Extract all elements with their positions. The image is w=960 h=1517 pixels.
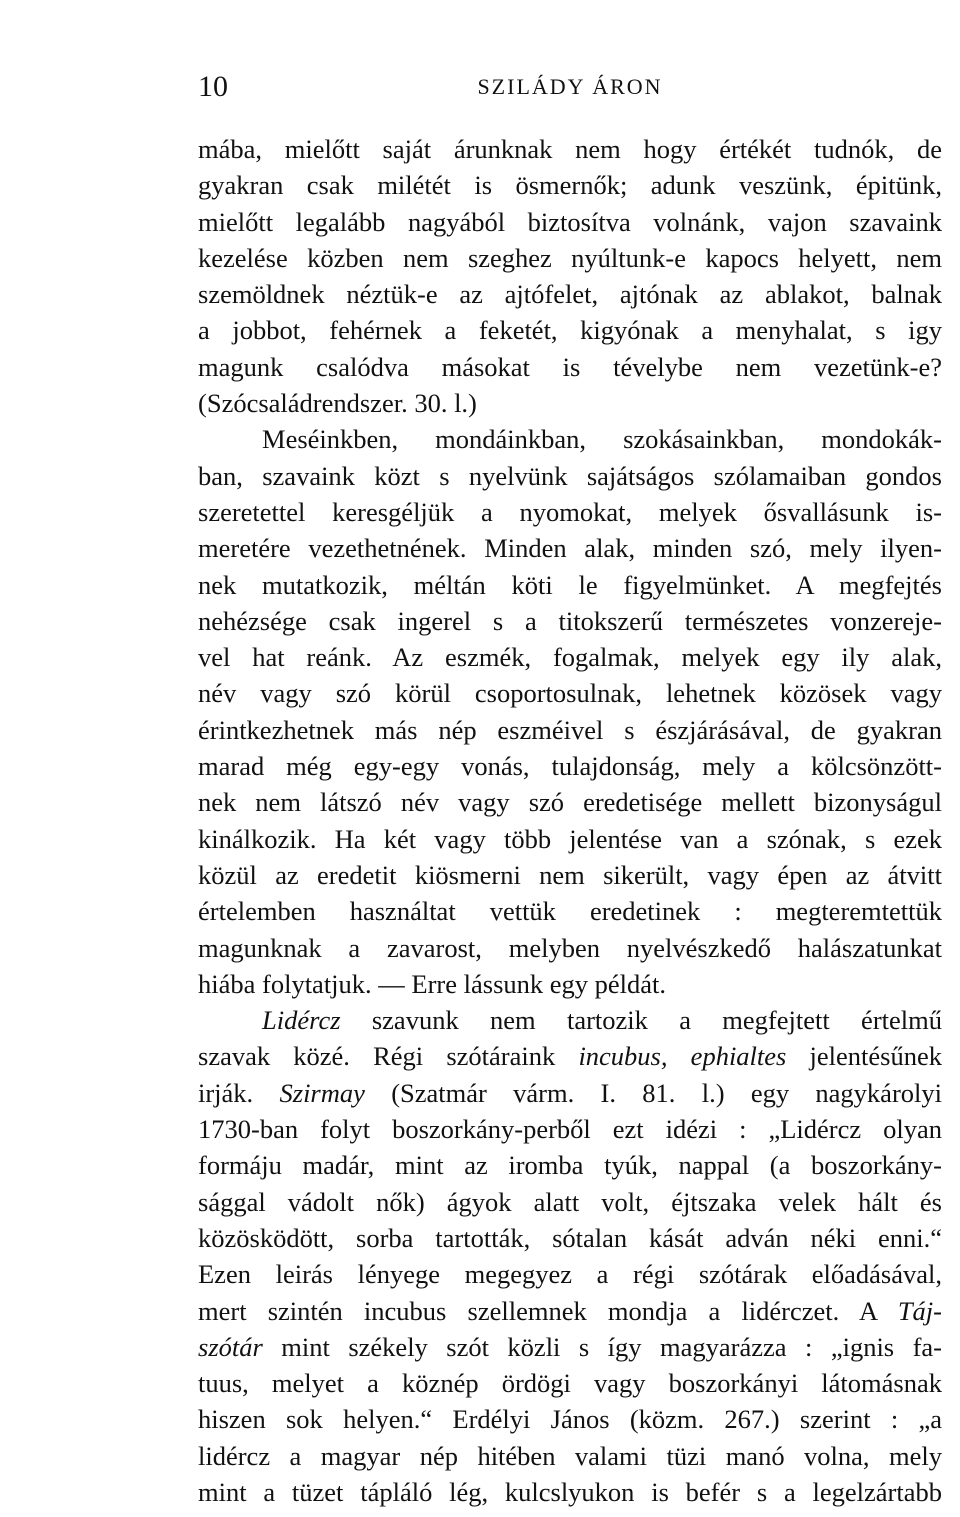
page-number: 10	[198, 70, 228, 103]
text-segment: Meséinkben, mondáinkban, szokásainkban, mondokák-	[262, 424, 942, 455]
text-segment: Ezen leirás lényege megegyez a régi szótárak előadásával,	[198, 1259, 942, 1290]
text-line	[198, 1293, 942, 1329]
text-line	[198, 567, 942, 603]
text-segment: lidércz a magyar nép hitében valami tüzi manó volna, mely	[198, 1440, 942, 1471]
text-line	[198, 1329, 942, 1365]
text-segment: kezelése közben nem szeghez nyúltunk-e kapocs helyett, nem	[198, 242, 942, 273]
text-line	[198, 1401, 942, 1437]
text-line	[198, 1365, 942, 1401]
text-segment: formáju madár, mint az iromba tyúk, nappal (a boszorkány-	[198, 1150, 942, 1181]
text-segment: szeretettel keresgéljük a nyomokat, melyek ősvallásunk is-	[198, 496, 942, 527]
text-segment: vel hat reánk. Az eszmék, fogalmak, melyek egy ily alak,	[198, 642, 942, 673]
body-text	[198, 131, 942, 1510]
italic-text: Lidércz	[262, 1005, 341, 1036]
text-segment: név vagy szó körül csoportosulnak, lehetnek közösek vagy	[198, 678, 942, 709]
text-line	[198, 421, 942, 457]
italic-text: Táj-	[897, 1295, 942, 1326]
text-segment: tuus, melyet a köznép ördögi vagy boszorkányi látomásnak	[198, 1368, 942, 1399]
text-segment: jelentésűnek	[786, 1041, 942, 1072]
text-line	[198, 131, 942, 167]
text-line	[198, 276, 942, 312]
text-segment: hiszen sok helyen.“ Erdélyi János (közm. 267.) szerint : „a	[198, 1404, 942, 1435]
text-line	[198, 385, 942, 421]
text-segment: a jobbot, fehérnek a feketét, kigyónak a menyhalat, s igy	[198, 315, 942, 346]
text-segment: közül az eredetit kiösmerni nem sikerült, vagy épen az átvitt	[198, 859, 942, 890]
text-line	[198, 603, 942, 639]
text-line	[198, 1184, 942, 1220]
text-segment: nek nem látszó név vagy szó eredetisége mellett bizonyságul	[198, 787, 942, 818]
text-line	[198, 748, 942, 784]
text-line	[198, 494, 942, 530]
text-line	[198, 458, 942, 494]
text-segment: (Szócsaládrendszer. 30. l.)	[198, 388, 477, 419]
text-segment: értelemben használtat vettük eredetinek : megteremtettük	[198, 896, 942, 927]
text-segment: gyakran csak milétét is ösmernők; adunk veszünk, épitünk,	[198, 170, 942, 201]
text-segment: magunknak a zavarost, melyben nyelvészkedő halászatunkat	[198, 932, 942, 963]
text-segment: magunk csalódva másokat is tévelybe nem vezetünk-e?	[198, 351, 942, 382]
text-segment: meretére vezethetnének. Minden alak, minden szó, mely ilyen-	[198, 533, 942, 564]
text-segment: mint a tüzet tápláló lég, kulcslyukon is befér s a legelzártabb	[198, 1476, 942, 1507]
text-line	[198, 1220, 942, 1256]
text-segment: érintkezhetnek más nép eszméivel s észjárásával, de gyakran	[198, 714, 942, 745]
text-line	[198, 1256, 942, 1292]
text-line	[198, 1002, 942, 1038]
text-line	[198, 1147, 942, 1183]
text-segment: szavak közé. Régi szótáraink	[198, 1041, 579, 1072]
text-segment: közösködött, sorba tartották, sótalan kását adván néki enni.“	[198, 1222, 942, 1253]
italic-text: incubus, ephialtes	[578, 1041, 787, 1072]
text-line	[198, 1075, 942, 1111]
text-segment: mába, mielőtt saját árunknak nem hogy értékét tudnók, de	[198, 134, 942, 164]
text-segment: hiába folytatjuk. — Erre lássunk egy példát.	[198, 968, 667, 999]
text-line	[198, 1474, 942, 1510]
text-segment: mielőtt legalább nagyából biztosítva volnánk, vajon szavaink	[198, 206, 942, 237]
text-line	[198, 167, 942, 203]
text-line	[198, 857, 942, 893]
text-segment: szemöldnek néztük-e az ajtófelet, ajtónak az ablakot, balnak	[198, 279, 942, 310]
text-line	[198, 675, 942, 711]
text-segment: nehézsége csak ingerel s a titokszerű természetes vonzereje-	[198, 605, 942, 636]
page-header	[198, 70, 942, 110]
text-segment: sággal vádolt nők) ágyok alatt volt, éjtszaka velek hált és	[198, 1186, 942, 1217]
text-segment: marad még egy-egy vonás, tulajdonság, mely a kölcsönzött-	[198, 751, 942, 782]
italic-text: szótár	[198, 1331, 263, 1362]
text-line	[198, 821, 942, 857]
text-segment: ban, szavaink közt s nyelvünk sajátságos szólamaiban gondos	[198, 460, 942, 491]
text-line	[198, 1038, 942, 1074]
text-line	[198, 530, 942, 566]
text-line	[198, 784, 942, 820]
text-line	[198, 240, 942, 276]
text-line	[198, 1438, 942, 1474]
italic-text: Szirmay	[279, 1077, 365, 1108]
text-line	[198, 204, 942, 240]
text-segment: 1730-ban folyt boszorkány-perből ezt idézi : „Lidércz olyan	[198, 1114, 942, 1145]
text-line	[198, 712, 942, 748]
text-segment: irják.	[198, 1077, 280, 1108]
text-line	[198, 312, 942, 348]
text-line	[198, 930, 942, 966]
running-head: SZILÁDY ÁRON	[477, 74, 663, 99]
text-segment: mint székely szót közli s így magyarázza : „ignis fa-	[262, 1331, 942, 1362]
text-line	[198, 639, 942, 675]
text-line	[198, 349, 942, 385]
text-line	[198, 966, 942, 1002]
text-segment: szavunk nem tartozik a megfejtett értelmű	[340, 1005, 942, 1036]
text-line	[198, 893, 942, 929]
text-line	[198, 1111, 942, 1147]
text-segment: (Szatmár várm. I. 81. l.) egy nagykárolyi	[364, 1077, 942, 1108]
text-segment: mert szintén incubus szellemnek mondja a lidérczet. A	[198, 1295, 898, 1326]
text-segment: kinálkozik. Ha két vagy több jelentése van a szónak, s ezek	[198, 823, 942, 854]
text-segment: nek mutatkozik, méltán köti le figyelmünket. A megfejtés	[198, 569, 942, 600]
